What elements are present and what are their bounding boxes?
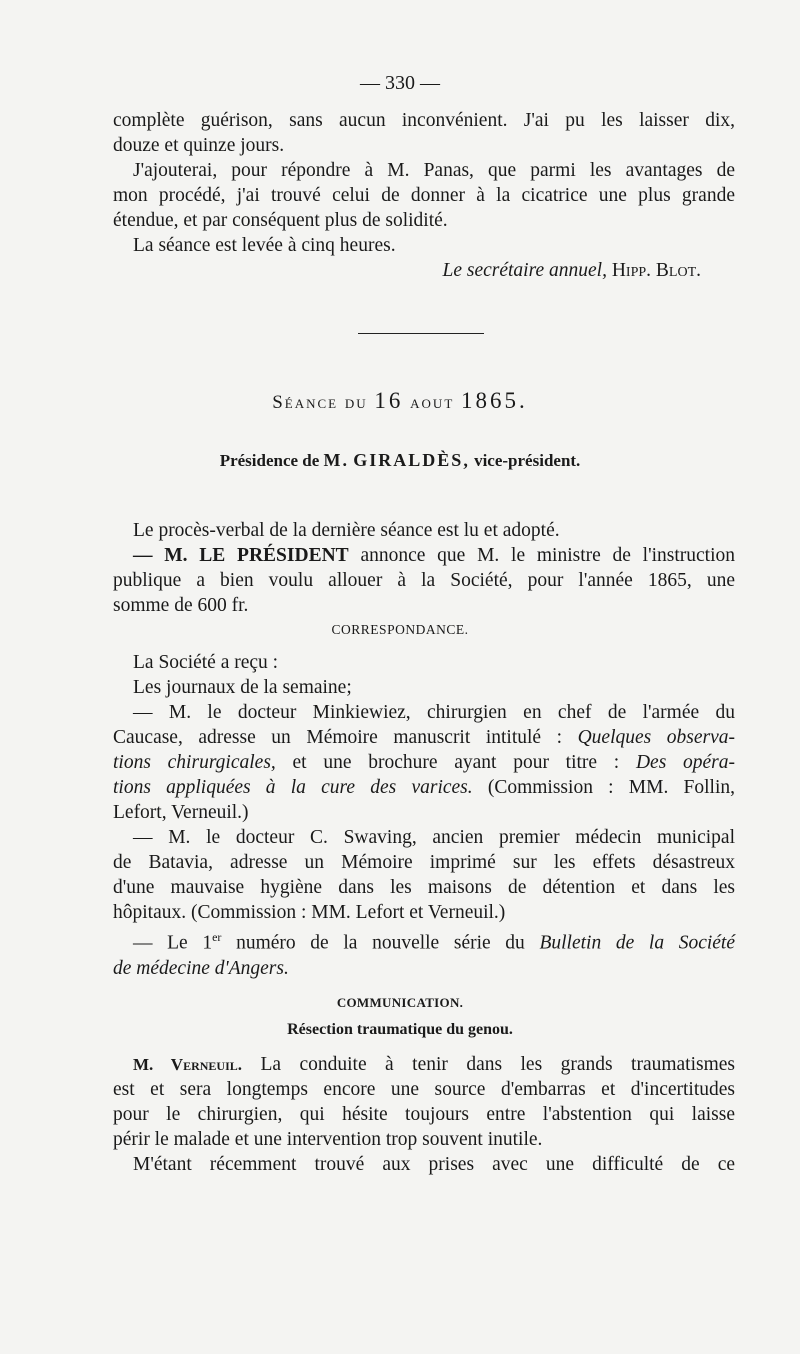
text-line <box>113 725 735 750</box>
text-line: somme de 600 fr. <box>113 595 249 616</box>
signature-name: Hipp. Blot. <box>611 260 701 281</box>
text-line: J'ajouterai, pour répondre à M. Panas, que parmi les avantages de <box>133 160 735 181</box>
text-fragment: (Commission : MM. Follin, <box>487 777 735 798</box>
resection-heading: Résection traumatique du genou. <box>287 1021 513 1038</box>
seance-word: Séance <box>272 392 339 413</box>
page-number: — 330 — <box>360 72 440 94</box>
title-fragment: Des opéra- <box>635 752 735 773</box>
text-line: La Société a reçu : <box>133 652 279 673</box>
title-fragment: Bulletin de la Société <box>539 932 736 954</box>
text-line <box>113 543 735 568</box>
text-line: est et sera longtemps encore une source d'embarras et d'incertitudes <box>113 1079 735 1100</box>
text-line: Lefort, Verneuil.) <box>113 802 249 823</box>
seance-year: 1865. <box>461 388 528 413</box>
text-line: hôpitaux. (Commission : MM. Lefort et Verneuil.) <box>113 902 506 923</box>
text-line: M'étant récemment trouvé aux prises avec une difficulté de ce <box>133 1154 735 1175</box>
presidence-heading <box>0 450 800 471</box>
signature-role: Le secrétaire annuel, <box>442 260 607 281</box>
speaker-name: M. Verneuil. <box>133 1055 243 1074</box>
text-line <box>113 956 735 981</box>
presidence-prefix: Présidence de <box>219 451 320 470</box>
president-label: — M. LE PRÉSIDENT <box>133 545 349 566</box>
seance-heading <box>0 388 800 414</box>
text-line: La séance est levée à cinq heures. <box>133 235 396 256</box>
text-line: publique a bien voulu allouer à la Société, pour l'année 1865, une <box>113 570 735 591</box>
paragraph-conclusion <box>113 108 735 283</box>
text-fragment: — Le 1 <box>133 932 213 954</box>
text-fragment: et une brochure ayant pour titre : <box>292 752 620 773</box>
presidence-suffix: vice-président. <box>474 451 581 470</box>
title-fragment: tions appliquées à la cure des varices. <box>113 777 473 798</box>
text-line <box>113 775 735 800</box>
text-fragment: annonce que M. le ministre de l'instruction <box>360 545 736 566</box>
correspondance-heading: CORRESPONDANCE. <box>331 622 469 637</box>
text-line: complète guérison, sans aucun inconvénient. J'ai pu les laisser dix, <box>113 110 735 131</box>
title-fragment: tions chirurgicales, <box>113 752 276 773</box>
presidence-m: M. <box>323 450 350 470</box>
title-fragment: de médecine d'Angers. <box>113 957 289 979</box>
text-line: d'une mauvaise hygiène dans les maisons de détention et dans les <box>113 877 735 898</box>
section-divider <box>358 333 484 334</box>
text-line: douze et quinze jours. <box>113 135 285 156</box>
text-line: mon procédé, j'ai trouvé celui de donner à la cicatrice une plus grande <box>113 185 735 206</box>
title-fragment: Quelques observa- <box>577 727 736 748</box>
text-line <box>113 750 735 775</box>
text-line: — M. le docteur Minkiewiez, chirurgien en chef de l'armée du <box>133 702 735 723</box>
presidence-name: GIRALDÈS, <box>353 450 470 470</box>
text-line <box>113 1052 735 1077</box>
paragraph-verneuil <box>113 1052 735 1177</box>
text-line: étendue, et par conséquent plus de solidité. <box>113 210 448 231</box>
text-line: pour le chirurgien, qui hésite toujours entre l'abstention qui laisse <box>113 1104 735 1125</box>
seance-month: aout <box>410 392 455 413</box>
communication-heading: COMMUNICATION. <box>336 995 464 1010</box>
seance-day: 16 <box>374 388 404 413</box>
text-line: Le procès-verbal de la dernière séance est lu et adopté. <box>133 520 560 541</box>
paragraph-proces-verbal <box>113 518 735 618</box>
paragraph-correspondance <box>113 650 735 981</box>
text-line: Les journaux de la semaine; <box>133 677 352 698</box>
seance-du: du <box>344 392 368 413</box>
text-line: — M. le docteur C. Swaving, ancien premier médecin municipal <box>133 827 735 848</box>
text-fragment: La conduite à tenir dans les grands traumatismes <box>260 1054 736 1075</box>
text-line: de Batavia, adresse un Mémoire imprimé sur les effets désastreux <box>113 852 735 873</box>
signature-line <box>113 258 735 283</box>
text-fragment: Caucase, adresse un Mémoire manuscrit intitulé : <box>113 727 563 748</box>
text-line <box>113 925 735 956</box>
text-line: périr le malade et une intervention trop souvent inutile. <box>113 1129 543 1150</box>
text-fragment: numéro de la nouvelle série du <box>236 932 525 954</box>
superscript: er <box>212 930 222 944</box>
